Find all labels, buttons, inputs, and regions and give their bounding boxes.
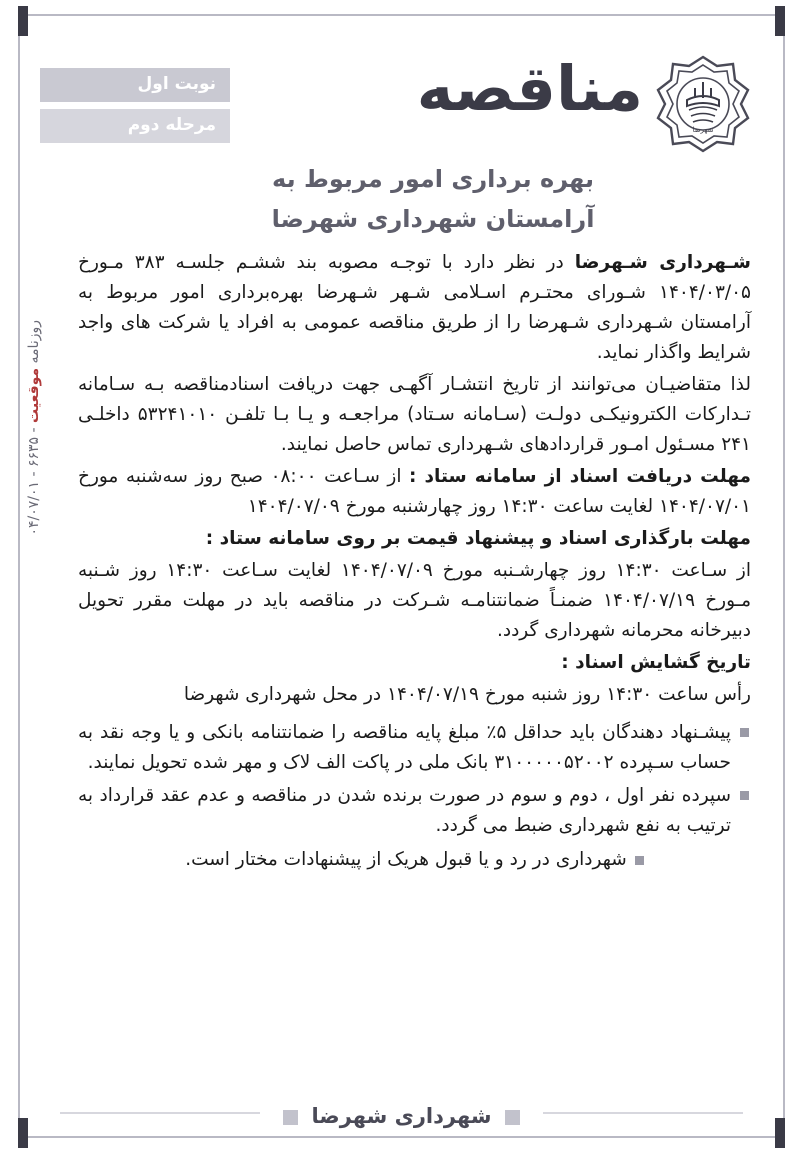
- svg-text:شهرضا: شهرضا: [692, 126, 714, 134]
- section-deadline-receive: [78, 462, 751, 522]
- corner-mark-top-right: [775, 6, 785, 36]
- corner-mark-top-left: [18, 6, 28, 36]
- newspaper-side-note: [26, 320, 42, 620]
- list-item: سپرده نفر اول ، دوم و سوم در صورت برنده شدن در مناقصه و عدم عقد قرارداد به ترتیب به نفع شهرداری ضبط می گردد.: [78, 781, 751, 841]
- square-marker-icon: [505, 1110, 520, 1125]
- poster-title: مناقصه: [416, 52, 643, 125]
- section-deadline-receive-heading: مهلت دریافت اسناد از سامانه ستاد :: [409, 465, 751, 487]
- list-item: شهرداری در رد و یا قبول هریک از پیشنهادات مختار است.: [78, 845, 751, 875]
- poster-body: [78, 248, 751, 879]
- paragraph-applicants: لذا متقاضیـان می‌توانند از تاریخ انتشـار آگهـی جهت دریافت اسنادمناقصه بـه سـامانه تـدارکات الکترونیکـی دولـت (سـامانه سـتاد) مراجعـه و یـا بـا تلفـن ۵۳۲۴۱۰۱۰ داخلـی ۲۴۱ مسـئول امـور قراردادهای شـهرداری تماس حاصل نمایند.: [78, 373, 751, 455]
- section-deadline-upload-heading: مهلت بارگذاری اسناد و پیشنهاد قیمت بر روی سامانه ستاد :: [205, 527, 751, 549]
- paragraph-intro-lead: شـهرداری شـهرضا: [574, 252, 751, 273]
- list-item: پیشـنهاد دهندگان باید حداقل ۵٪ مبلغ پایه مناقصه را ضمانتنامه بانکی و یا وجه نقد به حساب سـپرده ۳۱۰۰۰۰۰۵۲۰۰۲ بانک ملی در پاکت الف لاک و مهر شده تحویل نمایند.: [78, 718, 751, 778]
- municipality-emblem-icon: [653, 54, 753, 154]
- footer-label: شهرداری شهرضا: [311, 1104, 492, 1128]
- section-deadline-upload-text: از سـاعت ۱۴:۳۰ روز چهارشـنبه مورخ ۱۴۰۴/۰۷/۰۹ لغایت سـاعت ۱۴:۳۰ روز شـنبه مـورخ ۱۴۰۴/۰۷/۱۹ ضمنـاً ضمانتنامـه شـرکت در مناقصه باید در مهلت مقرر تحویل دبیرخانه محرمانه شهرداری گردد.: [78, 559, 751, 641]
- paragraph-intro: [78, 248, 751, 368]
- poster-header: [40, 30, 763, 233]
- side-note-newspaper-name: موقعیت: [26, 367, 42, 423]
- section-deadline-upload-heading-wrap: [78, 524, 751, 554]
- section-opening-heading-wrap: [78, 648, 751, 678]
- side-note-suffix: - ۶۶۳۵ - ۰۴/۰۷/۰۱: [26, 422, 42, 536]
- badge-stage: مرحله دوم: [40, 109, 230, 143]
- section-opening-heading: تاریخ گشایش اسناد :: [561, 651, 751, 673]
- conditions-list: [78, 718, 751, 876]
- footer-inner: [269, 1104, 535, 1128]
- poster-subtitle-line1: بهره برداری امور مربوط به: [272, 165, 594, 193]
- poster-subtitle: [223, 160, 643, 239]
- badge-group: [40, 68, 230, 150]
- poster-subtitle-line2: آرامستان شهرداری شهرضا: [271, 204, 595, 233]
- section-deadline-receive-text: از سـاعت ۰۸:۰۰ صبح روز سه‌شنبه مورخ ۱۴۰۴/۰۷/۰۱ لغایت ساعت ۱۴:۳۰ روز چهارشنبه مورخ ۱۴۰۴/۰۷/۰۹: [78, 465, 751, 517]
- square-marker-icon: [283, 1110, 298, 1125]
- badge-round: نوبت اول: [40, 68, 230, 102]
- side-note-prefix: روزنامه: [26, 320, 42, 368]
- poster-footer: [0, 1104, 803, 1128]
- section-opening-text: رأس ساعت ۱۴:۳۰ روز شنبه مورخ ۱۴۰۴/۰۷/۱۹ در محل شهرداری شهرضا: [183, 683, 751, 705]
- paragraph-intro-text: در نظر دارد با توجـه مصوبه بند ششـم جلسـه ۳۸۳ مـورخ ۱۴۰۴/۰۳/۰۵ شـورای محتـرم اسـلامی شـهر شـهرضا بهره‌برداری امور مربوط به آرامستان شـهرداری شـهرضا را از طریق مناقصه عمومی به افراد یا شرکت های واجد شرایط واگذار نماید.: [78, 252, 751, 363]
